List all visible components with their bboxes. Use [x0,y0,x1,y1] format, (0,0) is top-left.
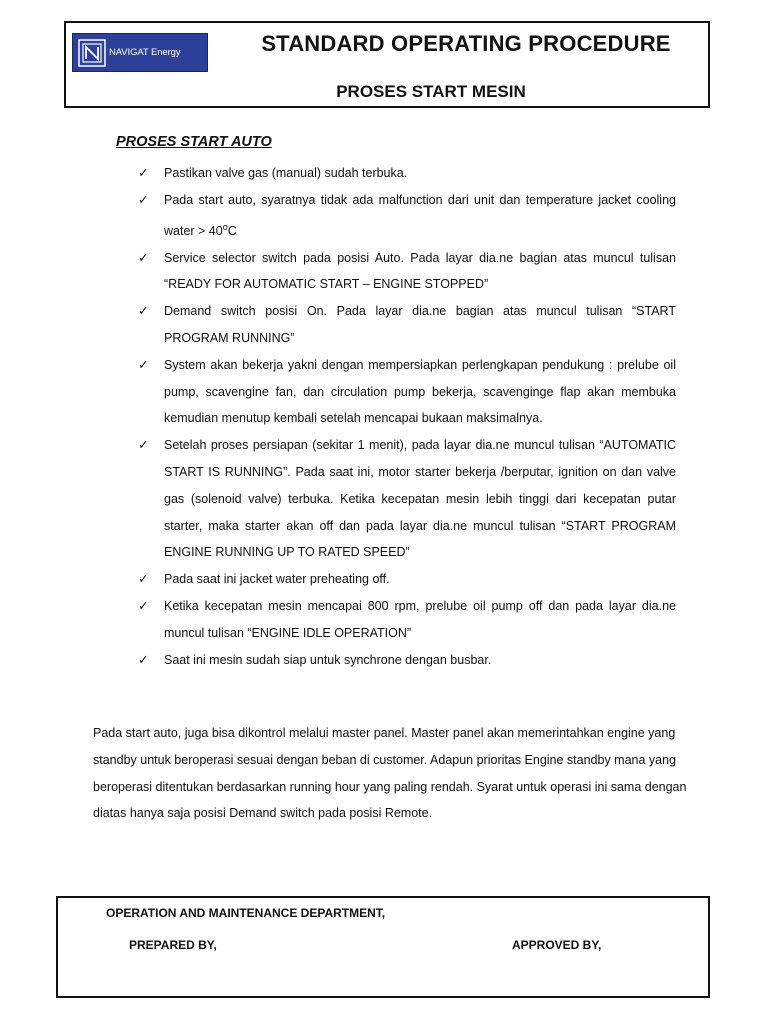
checklist-item-text: Demand switch posisi On. Pada layar dia.ne bagian atas muncul tulisan “START PROGRAM RUNNING” [164,304,676,345]
checklist-item-text: System akan bekerja yakni dengan mempersiapkan perlengkapan pendukung : prelube oil pump, scavengine fan, dan circulation pump bekerja, scavenginge flap akan membuka kemudian menutup kembali setelah mencapai bukaan maksimalnya. [164,357,676,426]
checklist-item [138,566,676,593]
department-label: OPERATION AND MAINTENANCE DEPARTMENT, [106,906,386,920]
approved-by-label: APPROVED BY, [512,938,602,952]
checklist-item-text: Pada start auto, syaratnya tidak ada malfunction dari unit dan temperature jacket cooling water > 40 [164,192,676,238]
checkmark-icon: ✓ [138,597,149,613]
checklist-item [138,187,676,245]
checklist-item [138,647,676,674]
checkmark-icon: ✓ [138,437,149,453]
checklist-item [138,593,676,647]
checklist-item [138,245,676,299]
checklist-item-text: Pada saat ini jacket water preheating off. [164,572,390,587]
checklist-item [138,352,676,432]
checkmark-icon: ✓ [138,165,149,180]
master-panel-paragraph: Pada start auto, juga bisa dikontrol melalui master panel. Master panel akan memerintahkan engine yang standby untuk beroperasi sesuai dengan beban di customer. Adapun prioritas Engine standby mana yang beroperasi ditentukan berdasarkan running hour yang paling rendah. Syarat untuk operasi ini sama dengan diatas hanya saja posisi Demand switch pada posisi Remote. [93,726,687,821]
checklist-item [138,432,676,566]
company-logo [72,33,208,72]
document-subtitle: PROSES START MESIN [336,82,526,101]
checklist-item-text: Ketika kecepatan mesin mencapai 800 rpm, prelube oil pump off dan pada layar dia.ne muncul tulisan “ENGINE IDLE OPERATION” [164,598,676,640]
degree-superscript: o [222,221,228,232]
section-heading: PROSES START AUTO [116,134,272,150]
checklist-item [138,160,676,187]
checklist-item-text: Pastikan valve gas (manual) sudah terbuka. [164,166,408,180]
checkmark-icon: ✓ [138,356,149,372]
temperature-unit: C [227,223,237,238]
signature-box [56,896,710,998]
procedure-checklist [138,160,676,673]
checklist-item-text: Setelah proses persiapan (sekitar 1 menit), pada layar dia.ne muncul tulisan “AUTOMATIC START IS RUNNING”. Pada saat ini, motor starter bekerja /berputar, ignition on dan valve gas (solenoid valve) terbuka. Ketika kecepatan mesin lebih tinggi dari kecepatan putar starter, maka starter akan off dan pada layar dia.ne muncul tulisan “START PROGRAM ENGINE RUNNING UP TO RATED SPEED” [164,438,676,560]
checkmark-icon: ✓ [138,249,149,265]
prepared-by-label: PREPARED BY, [129,938,217,952]
document-title: STANDARD OPERATING PROCEDURE [261,31,671,56]
checkmark-icon: ✓ [138,651,149,667]
logo-mark-icon [77,38,107,68]
header-box [64,21,710,108]
checklist-item [138,298,676,352]
checkmark-icon: ✓ [138,303,149,319]
checkmark-icon: ✓ [138,571,149,587]
checklist-item-text: Service selector switch pada posisi Auto. Pada layar dia.ne bagian atas muncul tulisan “READY FOR AUTOMATIC START – ENGINE STOPPED” [164,250,676,292]
logo-text: NAVIGAT Energy [109,47,181,58]
checklist-item-text: Saat ini mesin sudah siap untuk synchrone dengan busbar. [164,652,492,667]
checkmark-icon: ✓ [138,191,149,207]
